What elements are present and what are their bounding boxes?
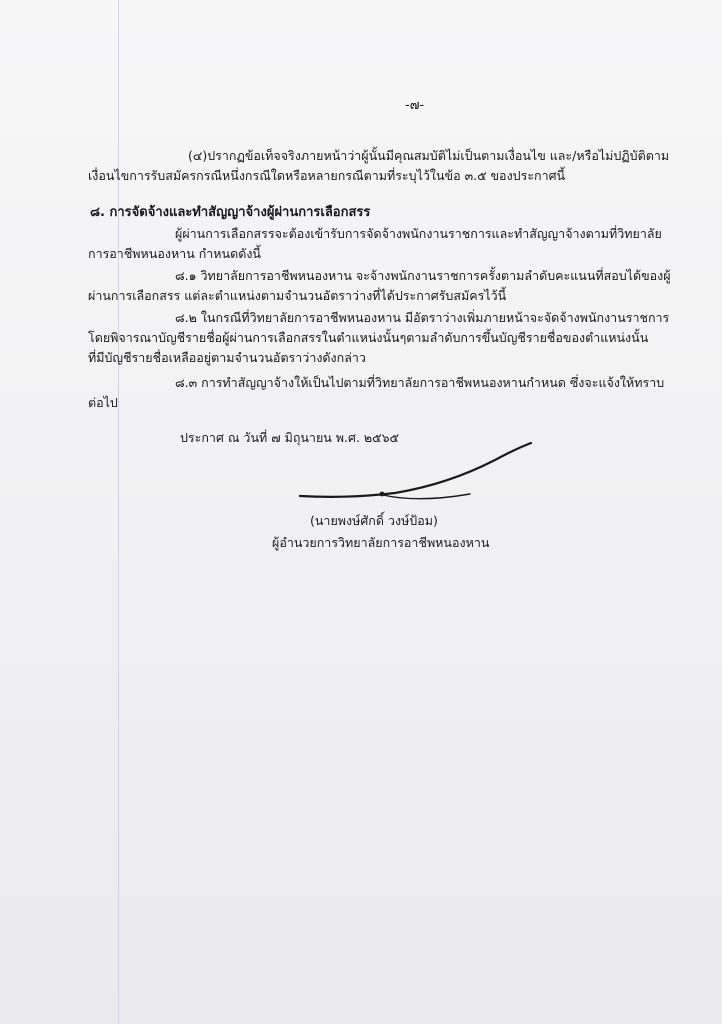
paragraph-line: ๘.๑ วิทยาลัยการอาชีพหนองหาน จะจ้างพนักงานราชการครั้งตามลำดับคะแนนที่สอบได้ของผู้	[175, 268, 671, 283]
signature-image	[295, 438, 535, 508]
paragraph-line: ที่มีบัญชีรายชื่อเหลืออยู่ตามจำนวนอัตราว่างดังกล่าว	[88, 350, 366, 365]
paragraph-line: ต่อไป	[88, 395, 118, 410]
paragraph-line: ผ่านการเลือกสรร แต่ละตำแหน่งตามจำนวนอัตราว่างที่ได้ประกาศรับสมัครไว้นี้	[88, 288, 507, 303]
paragraph-line: (๔)ปรากฏข้อเท็จจริงภายหน้าว่าผู้นั้นมีคุณสมบัติไม่เป็นตามเงื่อนไข และ/หรือไม่ปฏิบัติตาม	[188, 148, 670, 163]
paragraph-line: ๘.๓ การทำสัญญาจ้างให้เป็นไปตามที่วิทยาลัยการอาชีพหนองหานกำหนด ซึ่งจะแจ้งให้ทราบ	[175, 375, 665, 390]
announcement-date: ประกาศ ณ วันที่ ๗ มิถุนายน พ.ศ. ๒๕๖๕	[180, 430, 399, 445]
page-number: -๗-	[405, 98, 425, 113]
paragraph-line: ผู้ผ่านการเลือกสรรจะต้องเข้ารับการจัดจ้างพนักงานราชการและทำสัญญาจ้างตามที่วิทยาลัย	[175, 226, 662, 241]
paragraph-line: เงื่อนไขการรับสมัครกรณีหนึ่งกรณีใดหรือหลายกรณีตามที่ระบุไว้ในข้อ ๓.๕ ของประกาศนี้	[88, 168, 566, 183]
signatory-title: ผู้อำนวยการวิทยาลัยการอาชีพหนองหาน	[272, 535, 490, 550]
signatory-name: (นายพงษ์ศักดิ์ วงษ์ป้อม)	[310, 513, 438, 528]
margin-line	[118, 0, 119, 1024]
paragraph-line: ๘.๒ ในกรณีที่วิทยาลัยการอาชีพหนองหาน มีอัตราว่างเพิ่มภายหน้าจะจัดจ้างพนักงานราชการ	[175, 310, 670, 325]
paragraph-line: การอาชีพหนองหาน กำหนดดังนี้	[88, 246, 261, 261]
section-heading: ๘. การจัดจ้างและทำสัญญาจ้างผู้ผ่านการเลือกสรร	[90, 205, 371, 220]
paragraph-line: โดยพิจารณาบัญชีรายชื่อผู้ผ่านการเลือกสรรในตำแหน่งนั้นๆตามลำดับการขึ้นบัญชีรายชื่อของตำแหน่งนั้น	[88, 330, 649, 345]
